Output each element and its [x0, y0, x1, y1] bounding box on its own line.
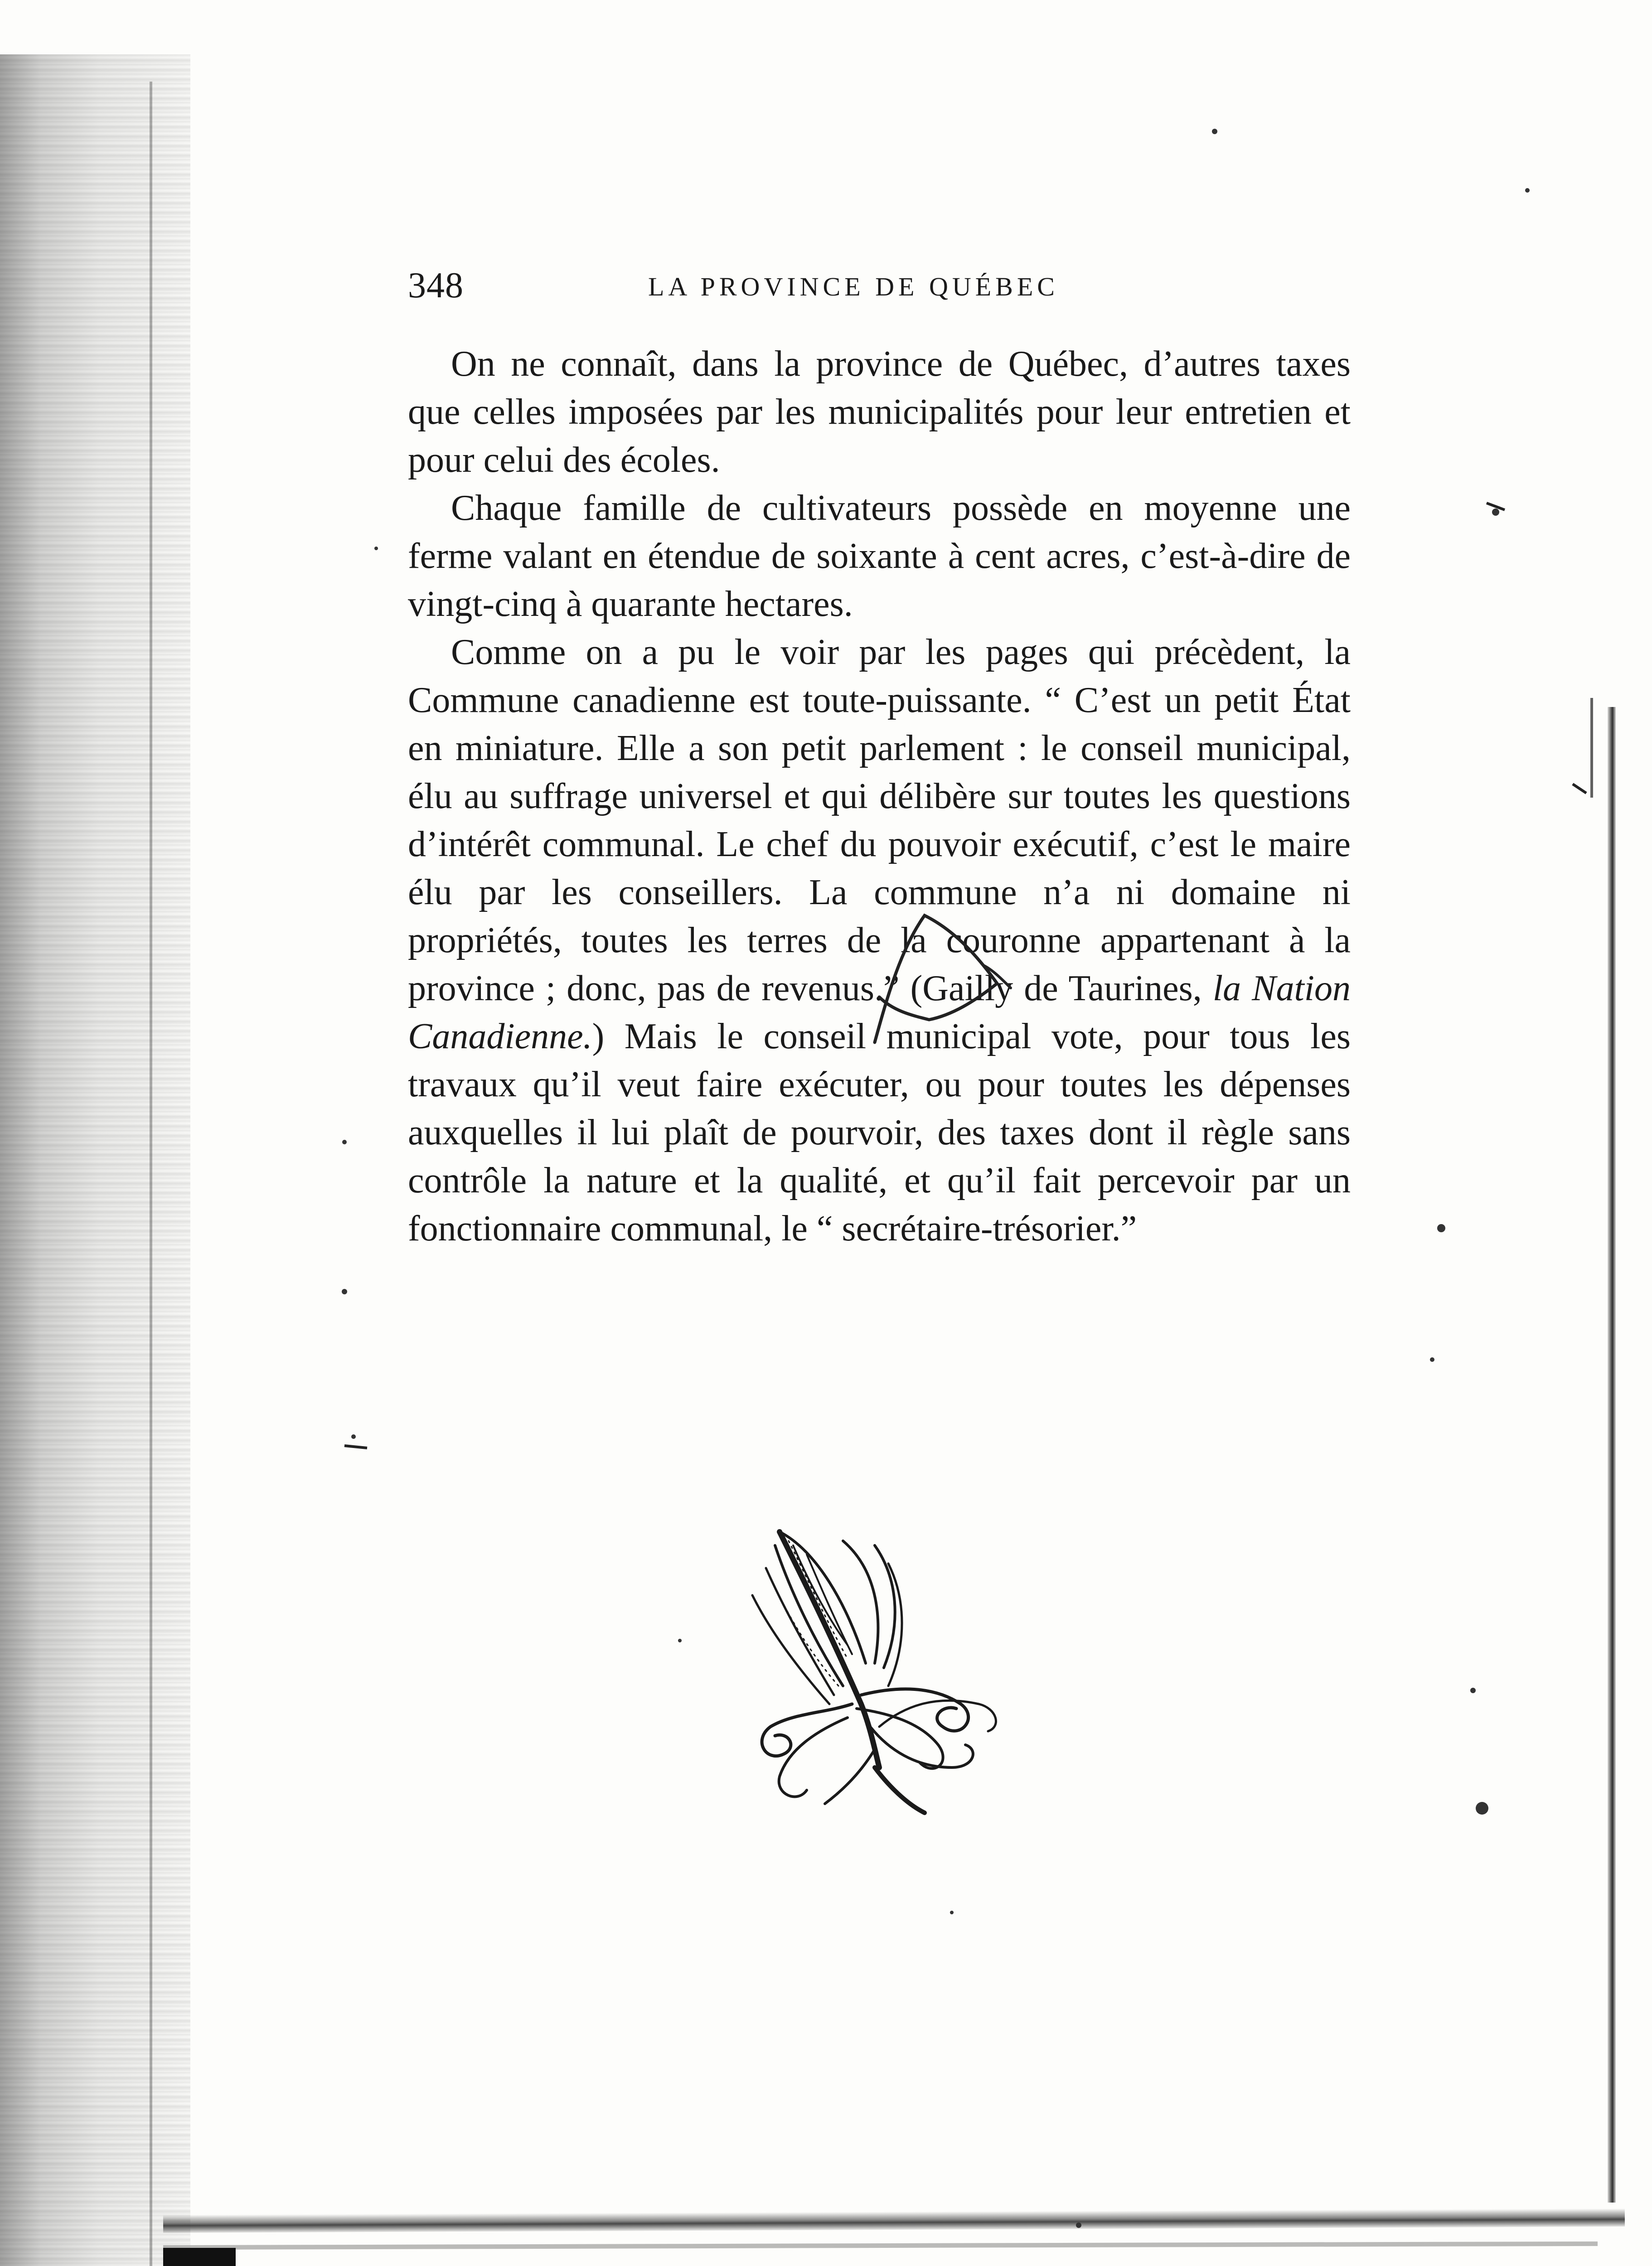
body-text — [408, 340, 1351, 1253]
paragraph-farms: Chaque famille de cultivateurs possède en moyenne une ferme valant en étendue de soixante à cent acres, c’est-à-dire de vingt-cinq à quarante hectares. — [408, 488, 1351, 624]
pencil-annotation — [861, 879, 1051, 1070]
page-number: 348 — [408, 266, 464, 305]
running-title: LA PROVINCE DE QUÉBEC — [648, 272, 1059, 301]
cited-title: la Nation Canadienne. — [408, 968, 1351, 1056]
paragraph-commune-continued: ) Mais le conseil municipal vote, pour tous les travaux qu’il veut faire exécuter, ou pour toutes les dépenses auxquelles il lui plaît de pourvoir, des taxes dont il règle sans contrôle la nature et la qualité, et qu’il fait percevoir par un fonctionnaire communal, le “ secrétaire-trésorier.” — [408, 1017, 1351, 1249]
running-head — [408, 261, 1373, 310]
paragraph-taxes: On ne connaît, dans la province de Québec, d’autres taxes que celles imposées par les municipalités pour leur entretien et pour celui des écoles. — [408, 344, 1351, 480]
fleur-de-lis-fleuron — [725, 1514, 1024, 1831]
paragraph-commune-text: Comme on a pu le voir par les pages qui précèdent, la Commune canadienne est toute-puissante. “ C’est un petit État en miniature. Elle a son petit parlement : le conseil municipal, élu au suffrage universel et qui délibère sur toutes les questions d’intérêt communal. Le chef du pouvoir exécutif, c’est le maire élu par les conseillers. La commune n’a ni domaine ni propriétés, toutes les terres de la couronne appartenant à la province ; donc, pas de revenus.” (Gailly de Taurines, — [408, 632, 1351, 1008]
